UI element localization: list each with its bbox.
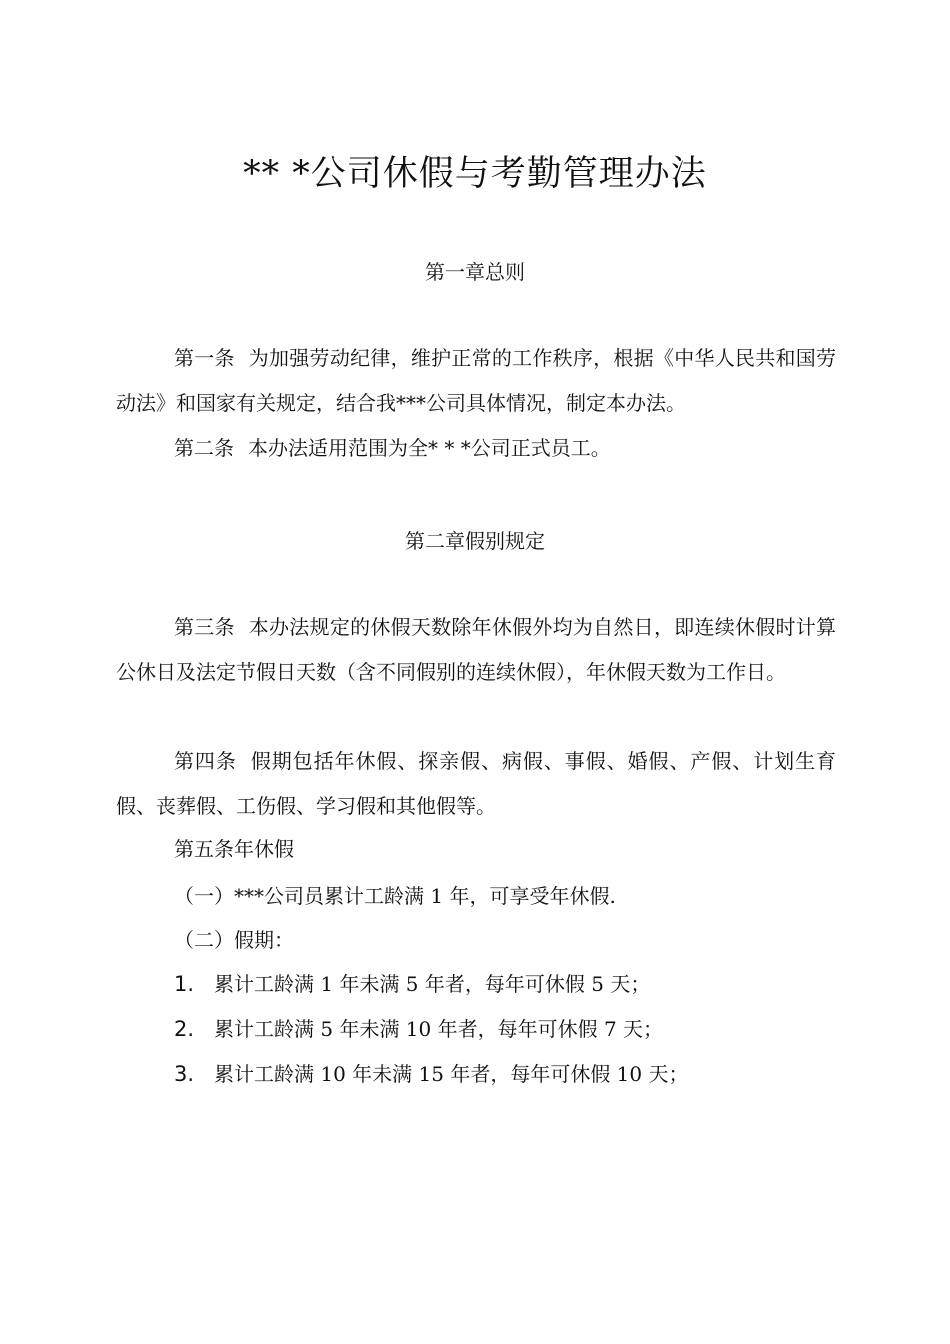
article-2 <box>116 426 836 471</box>
chapter-heading-2: 第二章假别规定 <box>405 529 545 553</box>
list-item-number: 2. <box>174 1017 195 1041</box>
article-5-heading: 第五条年休假 <box>174 837 294 861</box>
article-4-text: 假期包括年休假、探亲假、病假、事假、婚假、产假、计划生育假、丧葬假、工伤假、学习假和其他假等。 <box>116 749 837 818</box>
list-item <box>174 969 650 999</box>
article-5-item-1: （一）***公司员累计工龄满 1 年，可享受年休假. <box>174 884 616 908</box>
list-item-text: 累计工龄满 10 年未满 15 年者，每年可休假 10 天； <box>214 1062 689 1086</box>
list-item <box>174 1059 689 1089</box>
article-1 <box>116 336 836 428</box>
document-title: ** *公司休假与考勤管理办法 <box>243 154 707 194</box>
article-3-text: 本办法规定的休假天数除年休假外均为自然日，即连续休假时计算公休日及法定节假日天数（含不同假别的连续休假），年休假天数为工作日。 <box>116 615 837 684</box>
article-3-label: 第三条 <box>174 615 235 639</box>
article-5-item-2: （二）假期： <box>174 928 294 952</box>
article-4 <box>116 739 836 829</box>
article-4-label: 第四条 <box>174 749 237 773</box>
article-2-label: 第二条 <box>174 436 234 460</box>
list-item-text: 累计工龄满 5 年未满 10 年者，每年可休假 7 天； <box>214 1017 664 1041</box>
article-1-text: 为加强劳动纪律，维护正常的工作秩序，根据《中华人民共和国劳动法》和国家有关规定，结合我***公司具体情况，制定本办法。 <box>116 346 837 415</box>
list-item-number: 1. <box>174 972 195 996</box>
article-3 <box>116 605 836 695</box>
list-item-text: 累计工龄满 1 年未满 5 年者，每年可休假 5 天； <box>214 972 651 996</box>
article-2-text: 本办法适用范围为全* * *公司正式员工。 <box>248 436 611 460</box>
article-1-label: 第一条 <box>174 346 235 370</box>
list-item <box>174 1014 663 1044</box>
chapter-heading-1: 第一章总则 <box>425 260 525 284</box>
list-item-number: 3. <box>174 1062 195 1086</box>
